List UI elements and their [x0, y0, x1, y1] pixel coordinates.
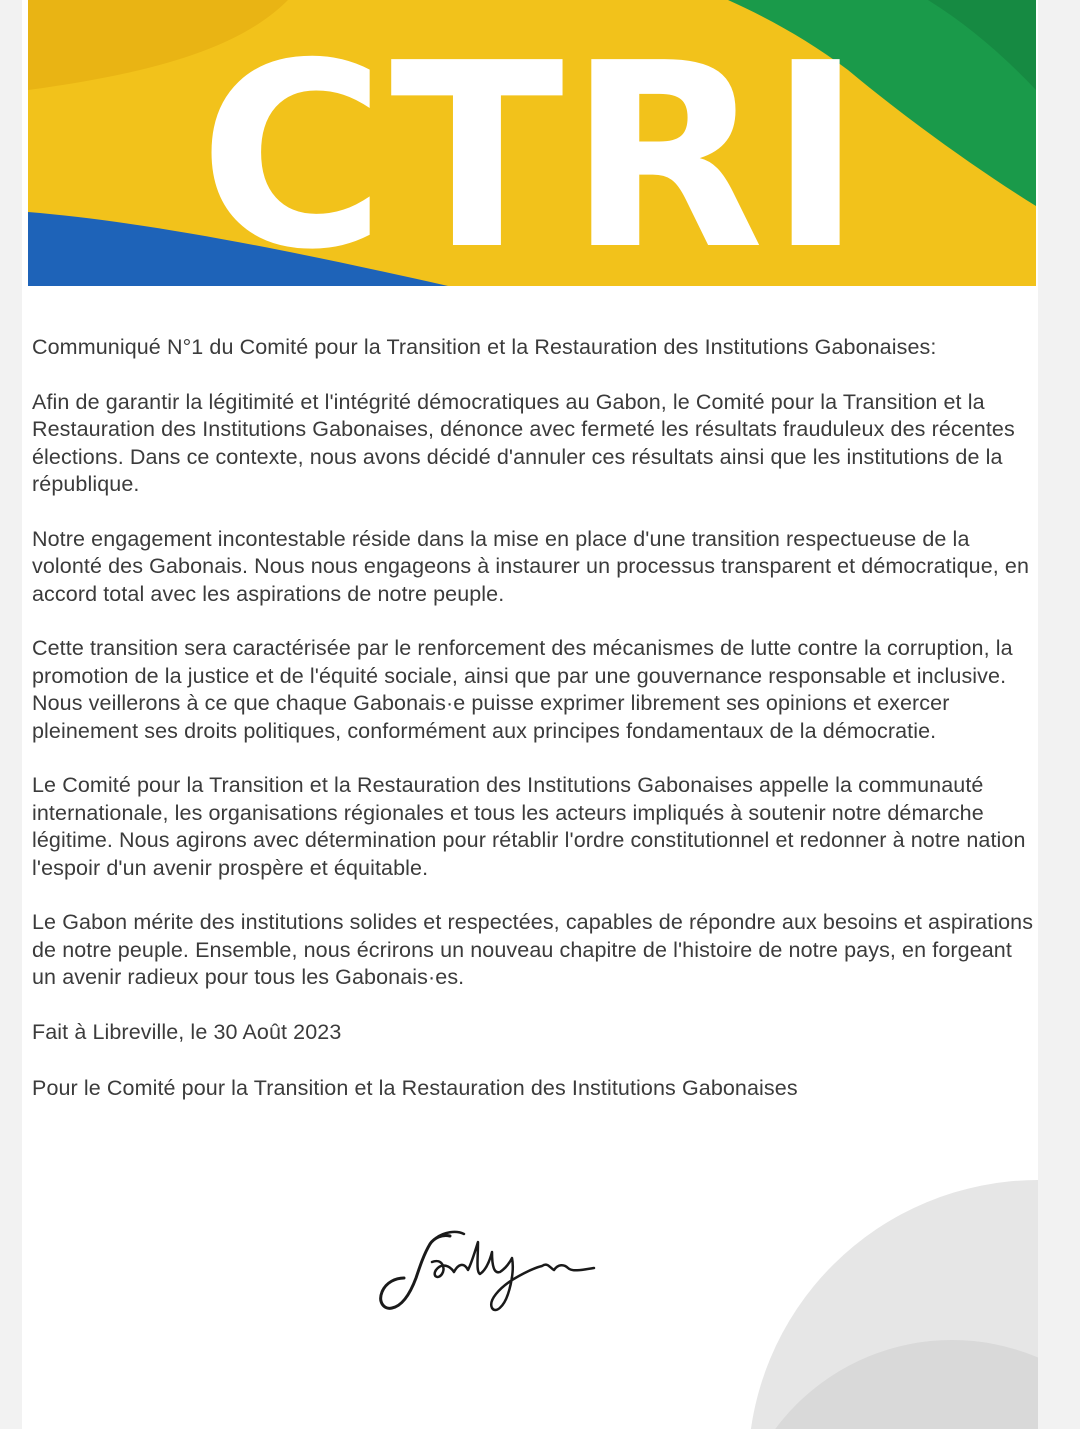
ctri-flag-banner [28, 0, 1036, 286]
paragraph-5: Le Gabon mérite des institutions solides et respectées, capables de répondre aux besoins et aspirations de notre peuple. Ensemble, nous écrirons un nouveau chapitre de l'histoire de notre pays, en forgeant un avenir radieux pour tous les Gabonais·es. [32, 910, 1034, 989]
ctri-logo-text: CTRI [198, 9, 868, 286]
decorative-circle-large [748, 1180, 1038, 1429]
handwritten-signature [372, 1222, 612, 1332]
paragraph-1: Afin de garantir la légitimité et l'intégrité démocratiques au Gabon, le Comité pour la Transition et la Restauration des Institutions Gabonaises, dénonce avec fermeté les résultats frauduleux des récentes élections. Dans ce contexte, nous avons décidé d'annuler ces résultats ainsi que les institutions de la république. [32, 389, 1015, 496]
signature-stroke-name [432, 1242, 594, 1310]
date-line: Fait à Libreville, le 30 Août 2023 [32, 1019, 342, 1044]
sign-off: Pour le Comité pour la Transition et la Restauration des Institutions Gabonaises [32, 1076, 798, 1100]
paragraph-4: Le Comité pour la Transition et la Restauration des Institutions Gabonaises appelle la communauté internationale, les organisations régionales et tous les acteurs impliqués à soutenir notre démarche légitime. Nous agirons avec détermination pour rétablir l'ordre constitutionnel et redonner à notre nation l'espoir d'un avenir prospère et équitable. [32, 773, 1026, 880]
paragraph-2: Notre engagement incontestable réside dans la mise en place d'une transition respectueuse de la volonté des Gabonais. Nous nous engageons à instaurer un processus transparent et démocratique, en accord total avec les aspirations de notre peuple. [32, 526, 1030, 606]
communique-page [22, 0, 1038, 1429]
decorative-circle-small [732, 1340, 1038, 1429]
paragraph-3: Cette transition sera caractérisée par le renforcement des mécanismes de lutte contre la corruption, la promotion de la justice et de l'équité sociale, ainsi que par une gouvernance responsable et inclusive. Nous veillerons à ce que chaque Gabonais·e puisse exprimer librement ses opinions et exercer pleinement ses droits politiques, conformément aux principes fondamentaux de la démocratie. [32, 636, 1013, 743]
gabon-flag-graphic [28, 0, 1036, 286]
communique-body [32, 334, 1036, 1130]
communique-heading: Communiqué N°1 du Comité pour la Transition et la Restauration des Institutions Gabonaises: [32, 335, 937, 359]
signature-stroke-j [381, 1235, 450, 1308]
